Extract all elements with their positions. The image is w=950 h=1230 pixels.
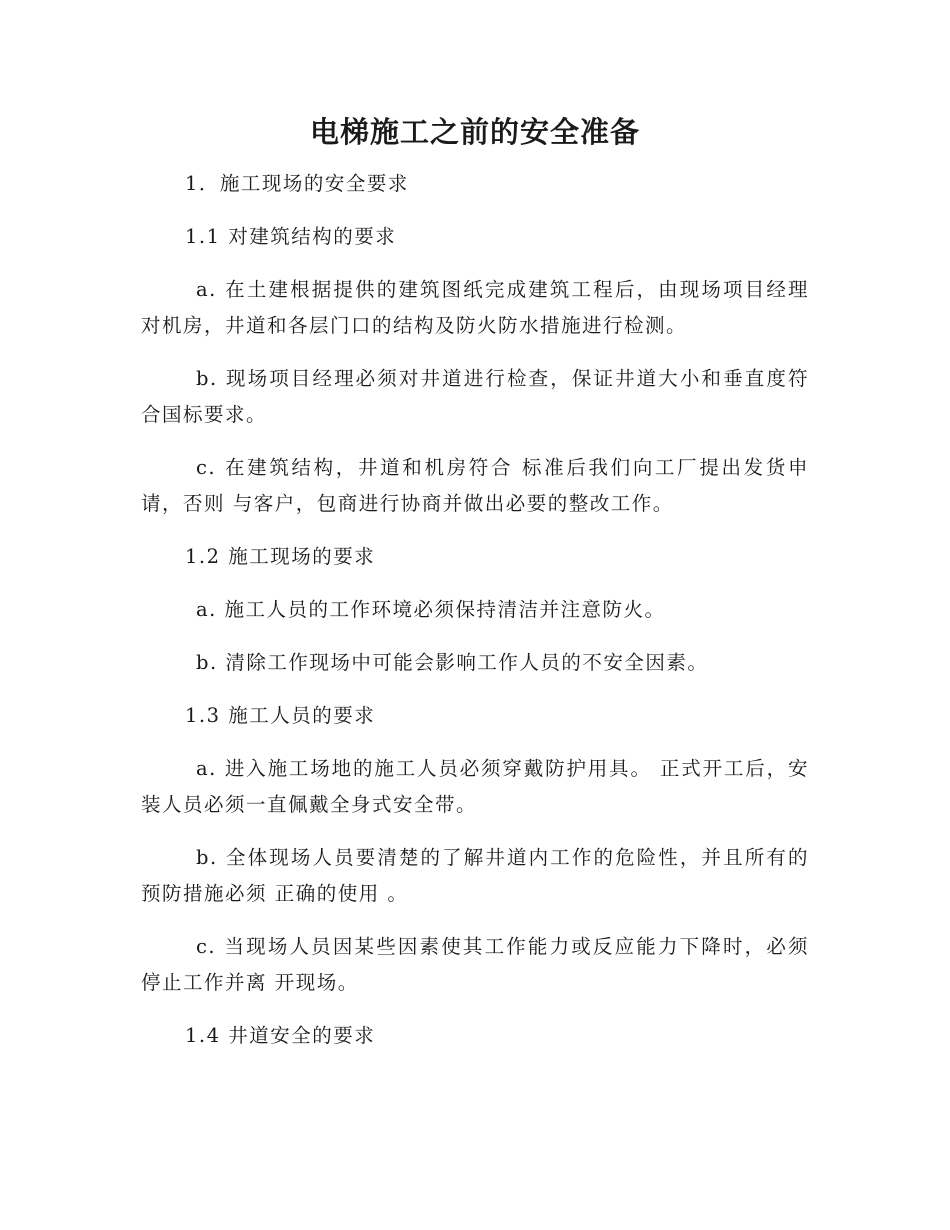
section-heading-1-2: 1.2 施工现场的要求 — [185, 545, 376, 568]
paragraph-1-1-b: b. 现场项目经理必须对井道进行检查，保证井道大小和垂直度符合国标要求。 — [141, 367, 809, 426]
document-title: 电梯施工之前的安全准备 — [309, 115, 640, 149]
section-heading-1-3: 1.3 施工人员的要求 — [185, 704, 376, 727]
paragraph-1-2-a: a. 施工人员的工作环境必须保持清洁并注意防火。 — [196, 598, 666, 621]
paragraph-1-1-c: c. 在建筑结构，井道和机房符合 标准后我们向工厂提出发货申请，否则 与客户，包商进行协商并做出必要的整改工作。 — [141, 456, 809, 515]
document-body — [141, 166, 809, 1071]
section-heading-1: 1．施工现场的安全要求 — [185, 172, 409, 195]
section-heading-1-4: 1.4 井道安全的要求 — [185, 1024, 376, 1047]
paragraph-1-3-b: b. 全体现场人员要清楚的了解井道内工作的危险性，并且所有的预防措施必须 正确的使用 。 — [141, 846, 809, 905]
paragraph-1-1-a: a. 在土建根据提供的建筑图纸完成建筑工程后，由现场项目经理 对机房，井道和各层门口的结构及防火防水措施进行检测。 — [141, 278, 809, 337]
section-heading-1-1: 1.1 对建筑结构的要求 — [185, 225, 397, 248]
paragraph-1-3-a: a. 进入施工场地的施工人员必须穿戴防护用具。 正式开工后，安装人员必须一直佩戴全身式安全带。 — [141, 757, 809, 816]
paragraph-1-2-b: b. 清除工作现场中可能会影响工作人员的不安全因素。 — [196, 651, 709, 674]
paragraph-1-3-c: c. 当现场人员因某些因素使其工作能力或反应能力下降时，必须停止工作并离 开现场。 — [141, 935, 809, 994]
